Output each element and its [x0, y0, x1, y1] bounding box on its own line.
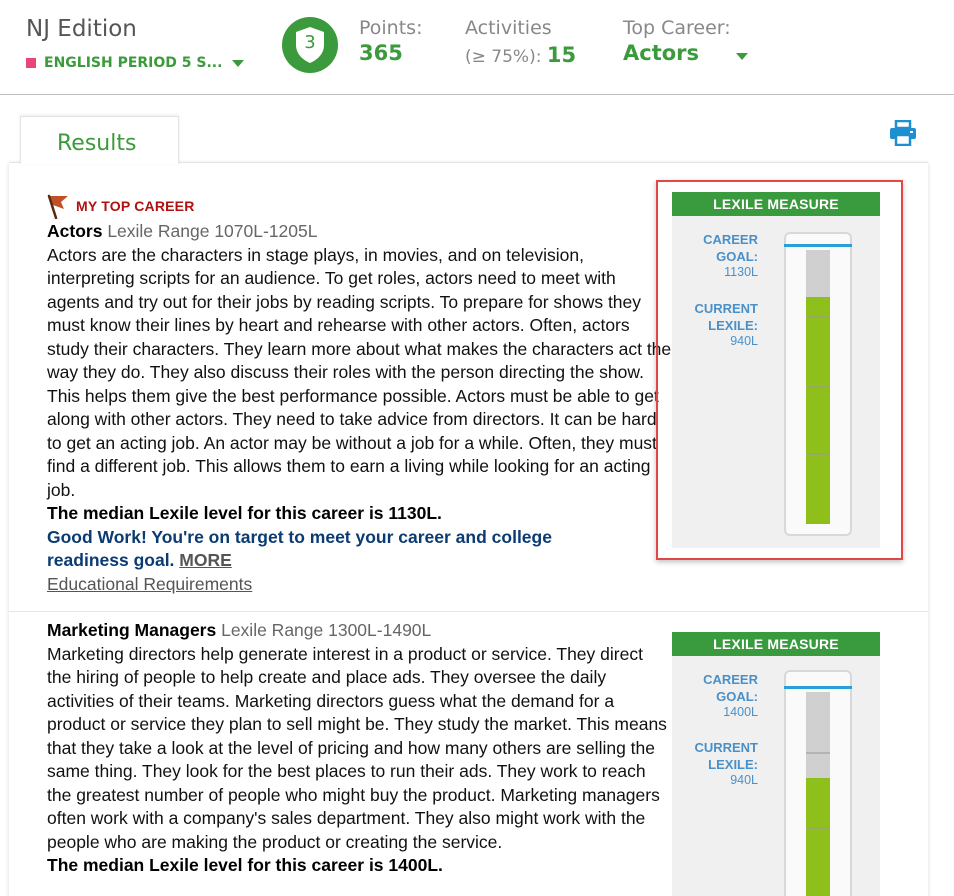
- lexile-tube: [784, 670, 852, 896]
- edition-title: NJ Edition: [26, 16, 137, 42]
- career-description: Actors are the characters in stage plays, in movies, and on television, interpreting scripts for an audience. To get roles, actors need to meet with agents and try out for their jobs by reading scripts. To prepare for shows they must know their lines by heart and rehearse with other actors. Often, actors study their characters. They learn more about what makes the characters act the way they do. They also discuss their roles with the person directing the show. This helps them give the best performance possible. Actors must be able to get along with other actors. They need to take advice from directors. It can be hard to get an acting job. An actor may be without a job for a while. Often, they must find a different job. This allows them to earn a living while looking for an acting job.: [47, 244, 672, 500]
- top-career-stat[interactable]: [623, 17, 731, 65]
- tube-tick: [806, 827, 830, 829]
- top-career-value[interactable]: Actors: [623, 41, 700, 65]
- top-career-label: Top Career:: [623, 17, 731, 39]
- career-title: Marketing Managers: [47, 620, 217, 640]
- lexile-range: Lexile Range 1300L-1490L: [221, 620, 432, 640]
- career-goal-value: 1130L: [724, 265, 758, 279]
- class-selector[interactable]: [26, 55, 244, 71]
- chevron-down-icon[interactable]: [736, 53, 748, 60]
- current-lexile-fill: [806, 778, 830, 896]
- career-goal-value: 1400L: [723, 705, 758, 719]
- career-goal-label: CAREER GOAL:: [703, 672, 758, 704]
- current-lexile-label: CURRENT LEXILE:: [694, 740, 758, 772]
- career-entry-marketing-managers: [47, 619, 672, 878]
- class-color-swatch: [26, 58, 36, 68]
- flag-label: MY TOP CAREER: [76, 198, 195, 214]
- more-link[interactable]: MORE: [179, 550, 232, 570]
- activities-label: Activities: [465, 17, 552, 39]
- tube-tick: [806, 752, 830, 754]
- lexile-range: Lexile Range 1070L-1205L: [107, 221, 318, 241]
- current-lexile-value: 940L: [730, 334, 758, 348]
- career-description: Marketing directors help generate interest in a product or service. They direct the hiring of people to help create and place ads. They oversee the daily activities of their teams. Marketing directors guess what the demand for a product or service they plan to sell might be. They study the market. This means that they take a look at the level of pricing and how many others are selling the same thing. They look for the best places to run their ads. They work to reach the greatest number of people who might buy the product. Marketing managers often work with a company's sales department. They also might work with the people who are making the product or creating the service.: [47, 643, 667, 852]
- top-career-flag: [47, 193, 195, 219]
- lexile-header: LEXILE MEASURE: [672, 632, 880, 656]
- good-work-text: Good Work! You're on target to meet your career and college readiness goal.: [47, 526, 552, 570]
- lexile-header: LEXILE MEASURE: [672, 192, 880, 216]
- median-lexile: The median Lexile level for this career is 1130L.: [47, 503, 442, 523]
- lexile-measure-widget: [672, 632, 880, 896]
- activities-sub: (≥ 75%):: [465, 47, 542, 67]
- print-icon[interactable]: [889, 120, 917, 146]
- level-badge: [282, 17, 338, 73]
- activities-stat: [465, 17, 576, 67]
- points-value: 365: [359, 41, 403, 65]
- tab-results-label: Results: [57, 131, 137, 156]
- median-lexile: The median Lexile level for this career is 1400L.: [47, 855, 443, 875]
- tab-results[interactable]: [20, 116, 179, 164]
- chevron-down-icon[interactable]: [232, 60, 244, 67]
- career-entry-actors: [47, 220, 672, 596]
- career-title: Actors: [47, 221, 103, 241]
- activities-value: 15: [546, 43, 577, 67]
- lexile-highlight-box: [656, 180, 903, 560]
- class-name: ENGLISH PERIOD 5 S...: [44, 55, 223, 71]
- points-label: Points:: [359, 17, 423, 39]
- career-divider: [9, 611, 928, 612]
- lexile-track: [806, 692, 830, 896]
- level-number: 3: [304, 32, 316, 53]
- educational-requirements-link[interactable]: Educational Requirements: [47, 573, 253, 594]
- career-goal-label: CAREER GOAL:: [703, 232, 758, 264]
- current-lexile-label: CURRENT LEXILE:: [694, 301, 758, 333]
- points-stat: [359, 17, 422, 65]
- career-goal-marker: [784, 686, 852, 689]
- flag-icon: [47, 193, 70, 219]
- good-work-message: [47, 526, 607, 573]
- current-lexile-value: 940L: [730, 773, 758, 787]
- top-header: [0, 0, 954, 95]
